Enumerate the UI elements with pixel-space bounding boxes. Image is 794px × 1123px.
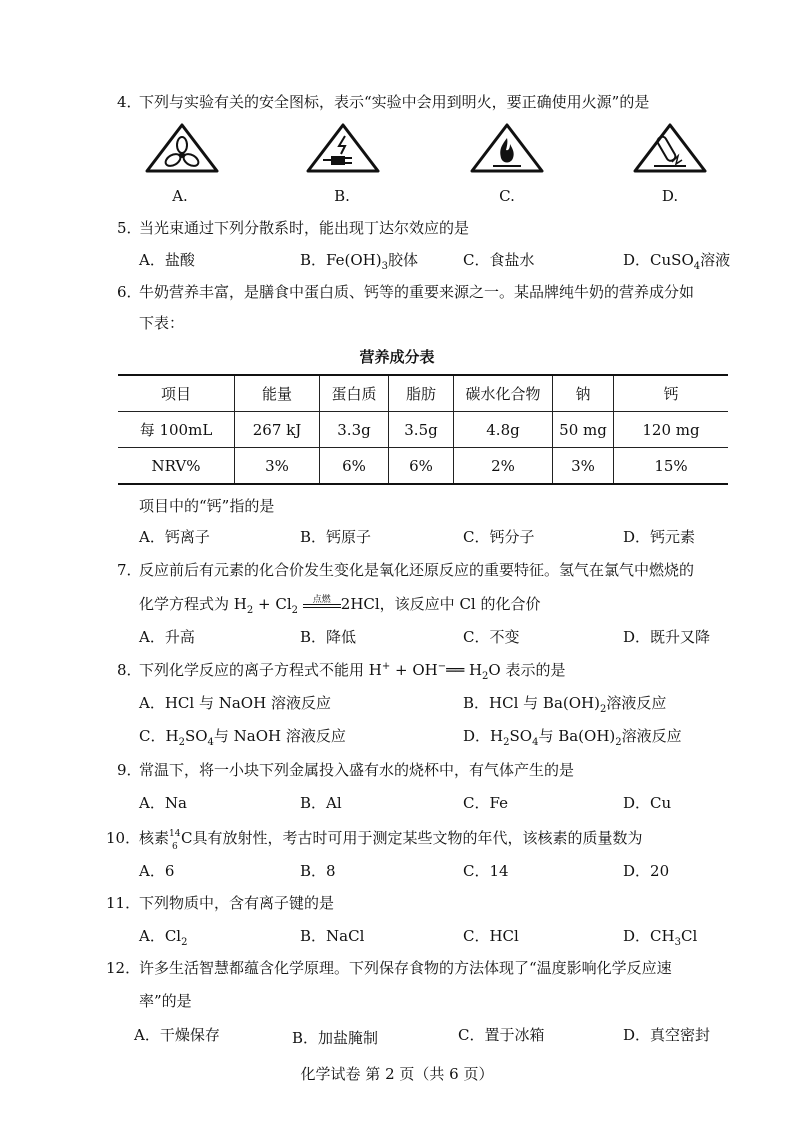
- header-cell: 钠: [553, 375, 614, 412]
- option-d: D．Cu: [623, 794, 672, 812]
- option-b: B．HCl 与 $Ba(OH)_2$溶液反应: [463, 694, 667, 715]
- question-6-subquestion: 项目中的“钙”指的是: [139, 497, 275, 515]
- icon-label-c: C.: [499, 187, 515, 205]
- question-12-text-line1: 许多生活智慧都蕴含化学原理。下列保存食物的方法体现了“温度影响化学反应速: [139, 959, 672, 977]
- option-d: D．20: [623, 862, 670, 880]
- table-cell: 120 mg: [614, 412, 729, 448]
- fan-icon: [144, 122, 220, 174]
- option-b: B．8: [300, 862, 336, 880]
- table-cell: 3%: [235, 448, 320, 485]
- option-c: C．置于冰箱: [458, 1026, 545, 1044]
- header-cell: 碳水化合物: [454, 375, 553, 412]
- option-c: C．$H_2SO_4$与 NaOH 溶液反应: [139, 727, 346, 748]
- table-row: [118, 412, 728, 448]
- option-a: A．升高: [139, 628, 195, 646]
- option-d: D．$H_2SO_4$与 $Ba(OH)_2$溶液反应: [463, 727, 682, 748]
- table-cell: 50 mg: [553, 412, 614, 448]
- nutrition-table: [118, 374, 728, 485]
- option-d: D．真空密封: [623, 1026, 711, 1044]
- option-c: C．Fe: [463, 794, 508, 812]
- icon-label-b: B.: [334, 187, 350, 205]
- table-cell: 3%: [553, 448, 614, 485]
- option-b: B．NaCl: [300, 927, 365, 945]
- question-7-text-line1: 反应前后有元素的化合价发生变化是氧化还原反应的重要特征。氢气在氯气中燃烧的: [139, 561, 695, 579]
- option-b: B．降低: [300, 628, 357, 646]
- question-12-number: 12．: [106, 959, 141, 977]
- question-8-number: 8．: [117, 661, 142, 679]
- question-5-text: 当光束通过下列分散系时，能出现丁达尔效应的是: [139, 219, 470, 237]
- table-header-row: [118, 375, 728, 412]
- test-tube-heat-icon: [632, 122, 708, 174]
- header-cell: 钙: [614, 375, 729, 412]
- option-b: B．$Fe(OH)_3$胶体: [300, 251, 418, 272]
- icon-label-a: A.: [172, 187, 188, 205]
- question-10-number: 10．: [106, 829, 141, 847]
- option-c: C．HCl: [463, 927, 519, 945]
- table-cell: 267 kJ: [235, 412, 320, 448]
- option-a: A．干燥保存: [134, 1026, 220, 1044]
- question-9-number: 9．: [117, 761, 142, 779]
- question-6-text-line1: 牛奶营养丰富，是膳食中蛋白质、钙等的重要来源之一。某品牌纯牛奶的营养成分如: [139, 283, 695, 301]
- page-footer: 化学试卷 第 2 页（共 6 页）: [300, 1065, 494, 1083]
- option-a: A．$Cl_2$: [139, 927, 188, 948]
- table-cell: 2%: [454, 448, 553, 485]
- option-a: A．6: [139, 862, 175, 880]
- question-9-text: 常温下，将一小块下列金属投入盛有水的烧杯中，有气体产生的是: [139, 761, 575, 779]
- table-cell: 3.3g: [320, 412, 389, 448]
- table-title: 营养成分表: [359, 348, 435, 366]
- table-cell: 每 100mL: [118, 412, 235, 448]
- question-6-number: 6．: [117, 283, 142, 301]
- option-a: A．钙离子: [139, 528, 210, 546]
- option-d: D．钙元素: [623, 528, 696, 546]
- reaction-arrow: [303, 595, 341, 608]
- table-cell: NRV%: [118, 448, 235, 485]
- table-cell: 15%: [614, 448, 729, 485]
- option-d: D．既升又降: [623, 628, 711, 646]
- option-a: A．盐酸: [139, 251, 195, 269]
- option-c: C．食盐水: [463, 251, 535, 269]
- option-d: D．CuSO$_4$溶液: [623, 251, 731, 272]
- table-cell: 4.8g: [454, 412, 553, 448]
- electric-plug-icon: [305, 122, 381, 174]
- header-cell: 项目: [118, 375, 235, 412]
- option-a: A．HCl 与 NaOH 溶液反应: [139, 694, 331, 712]
- question-8-text: 下列化学反应的离子方程式不能用 H+ + OH−══ $H_2O$ 表示的是: [139, 661, 566, 682]
- question-6-text-line2: 下表：: [139, 314, 185, 332]
- option-b: B．钙原子: [300, 528, 372, 546]
- question-10-text: 核素 14 6 C具有放射性，考古时可用于测定某些文物的年代，该核素的质量数为: [139, 829, 643, 852]
- option-b: B．Al: [300, 794, 342, 812]
- table-row: [118, 448, 728, 485]
- option-d: D．$CH_3Cl$: [623, 927, 698, 948]
- question-12-text-line2: 率”的是: [139, 992, 192, 1010]
- option-b: B．加盐腌制: [292, 1029, 379, 1047]
- table-cell: 6%: [389, 448, 454, 485]
- question-4-number: 4．: [117, 93, 142, 111]
- reaction-condition: 点燃: [312, 595, 331, 605]
- question-7-equation: 化学方程式为 $H_2 + Cl_2$ 点燃 2HCl，该反应中 Cl 的化合价: [139, 594, 541, 614]
- header-cell: 蛋白质: [320, 375, 389, 412]
- header-cell: 脂肪: [389, 375, 454, 412]
- question-11-number: 11．: [106, 894, 141, 912]
- option-a: A．Na: [139, 794, 187, 812]
- question-11-text: 下列物质中，含有离子键的是: [139, 894, 335, 912]
- header-cell: 能量: [235, 375, 320, 412]
- nuclide-notation: 14 6: [169, 829, 181, 852]
- open-flame-icon: [469, 122, 545, 174]
- option-c: C．不变: [463, 628, 520, 646]
- icon-label-d: D.: [661, 187, 679, 205]
- question-4-text: 下列与实验有关的安全图标，表示“实验中会用到明火，要正确使用火源”的是: [139, 93, 650, 111]
- option-c: C．钙分子: [463, 528, 535, 546]
- question-7-number: 7．: [117, 561, 142, 579]
- table-cell: 6%: [320, 448, 389, 485]
- question-5-number: 5．: [117, 219, 142, 237]
- table-cell: 3.5g: [389, 412, 454, 448]
- option-c: C．14: [463, 862, 509, 880]
